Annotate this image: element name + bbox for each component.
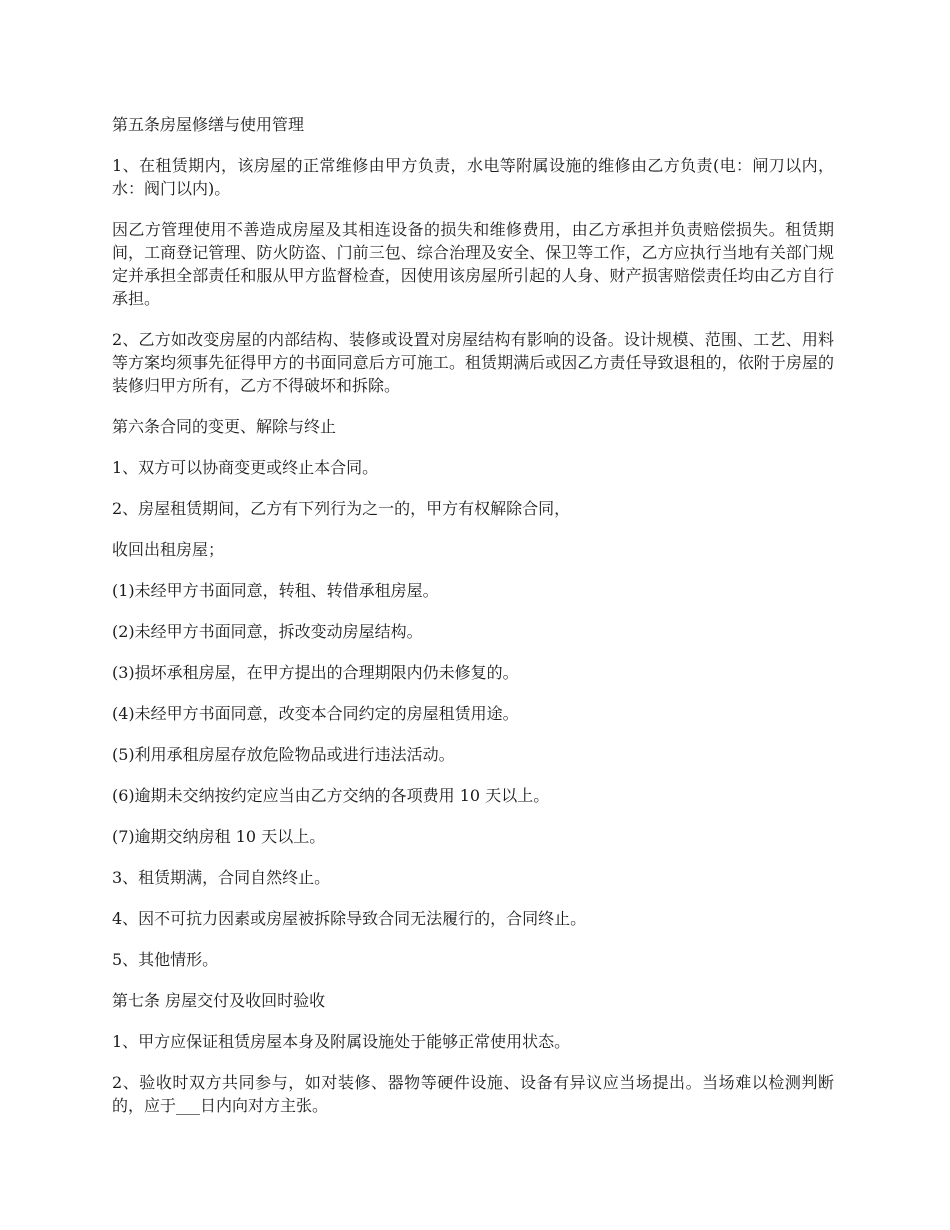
paragraph: 4、因不可抗力因素或房屋被拆除导致合同无法履行的，合同终止。: [112, 909, 587, 928]
paragraph: 3、租赁期满，合同自然终止。: [112, 868, 331, 887]
document-body: [112, 113, 834, 1135]
paragraph: 1、在租赁期内，该房屋的正常维修由甲方负责，水电等附属设施的维修由乙方负责(电：闸刀以内，水：阀门以内)。: [112, 156, 834, 198]
paragraph: 1、甲方应保证租赁房屋本身及附属设施处于能够正常使用状态。: [112, 1032, 571, 1051]
list-item: (5)利用承租房屋存放危险物品或进行违法活动。: [112, 745, 455, 764]
list-item: (4)未经甲方书面同意，改变本合同约定的房屋租赁用途。: [112, 704, 519, 723]
list-item: (1)未经甲方书面同意，转租、转借承租房屋。: [112, 581, 439, 600]
paragraph: 1、双方可以协商变更或终止本合同。: [112, 458, 379, 477]
section-heading-6: 第六条合同的变更、解除与终止: [112, 417, 337, 436]
section-heading-5: 第五条房屋修缮与使用管理: [112, 115, 305, 134]
paragraph: 2、乙方如改变房屋的内部结构、装修或设置对房屋结构有影响的设备。设计规模、范围、工艺、用料等方案均须事先征得甲方的书面同意后方可施工。租赁期满后或因乙方责任导致退租的，依附于房屋的装修归甲方所有，乙方不得破坏和拆除。: [112, 330, 834, 395]
list-item: (2)未经甲方书面同意，拆改变动房屋结构。: [112, 622, 423, 641]
list-item: (6)逾期未交纳按约定应当由乙方交纳的各项费用 10 天以上。: [112, 786, 550, 805]
paragraph: 2、验收时双方共同参与，如对装修、器物等硬件设施、设备有异议应当场提出。当场难以检测判断的，应于___日内向对方主张。: [112, 1073, 834, 1115]
list-item: (7)逾期交纳房租 10 天以上。: [112, 827, 326, 846]
paragraph: 5、其他情形。: [112, 950, 219, 969]
section-heading-7: 第七条 房屋交付及收回时验收: [112, 991, 326, 1010]
paragraph: 收回出租房屋；: [112, 540, 225, 559]
list-item: (3)损坏承租房屋，在甲方提出的合理期限内仍未修复的。: [112, 663, 519, 682]
paragraph: 因乙方管理使用不善造成房屋及其相连设备的损失和维修费用，由乙方承担并负责赔偿损失。租赁期间，工商登记管理、防火防盗、门前三包、综合治理及安全、保卫等工作，乙方应执行当地有关部门规定并承担全部责任和服从甲方监督检查，因使用该房屋所引起的人身、财产损害赔偿责任均由乙方自行承担。: [112, 220, 834, 308]
paragraph: 2、房屋租赁期间，乙方有下列行为之一的，甲方有权解除合同，: [112, 499, 571, 518]
